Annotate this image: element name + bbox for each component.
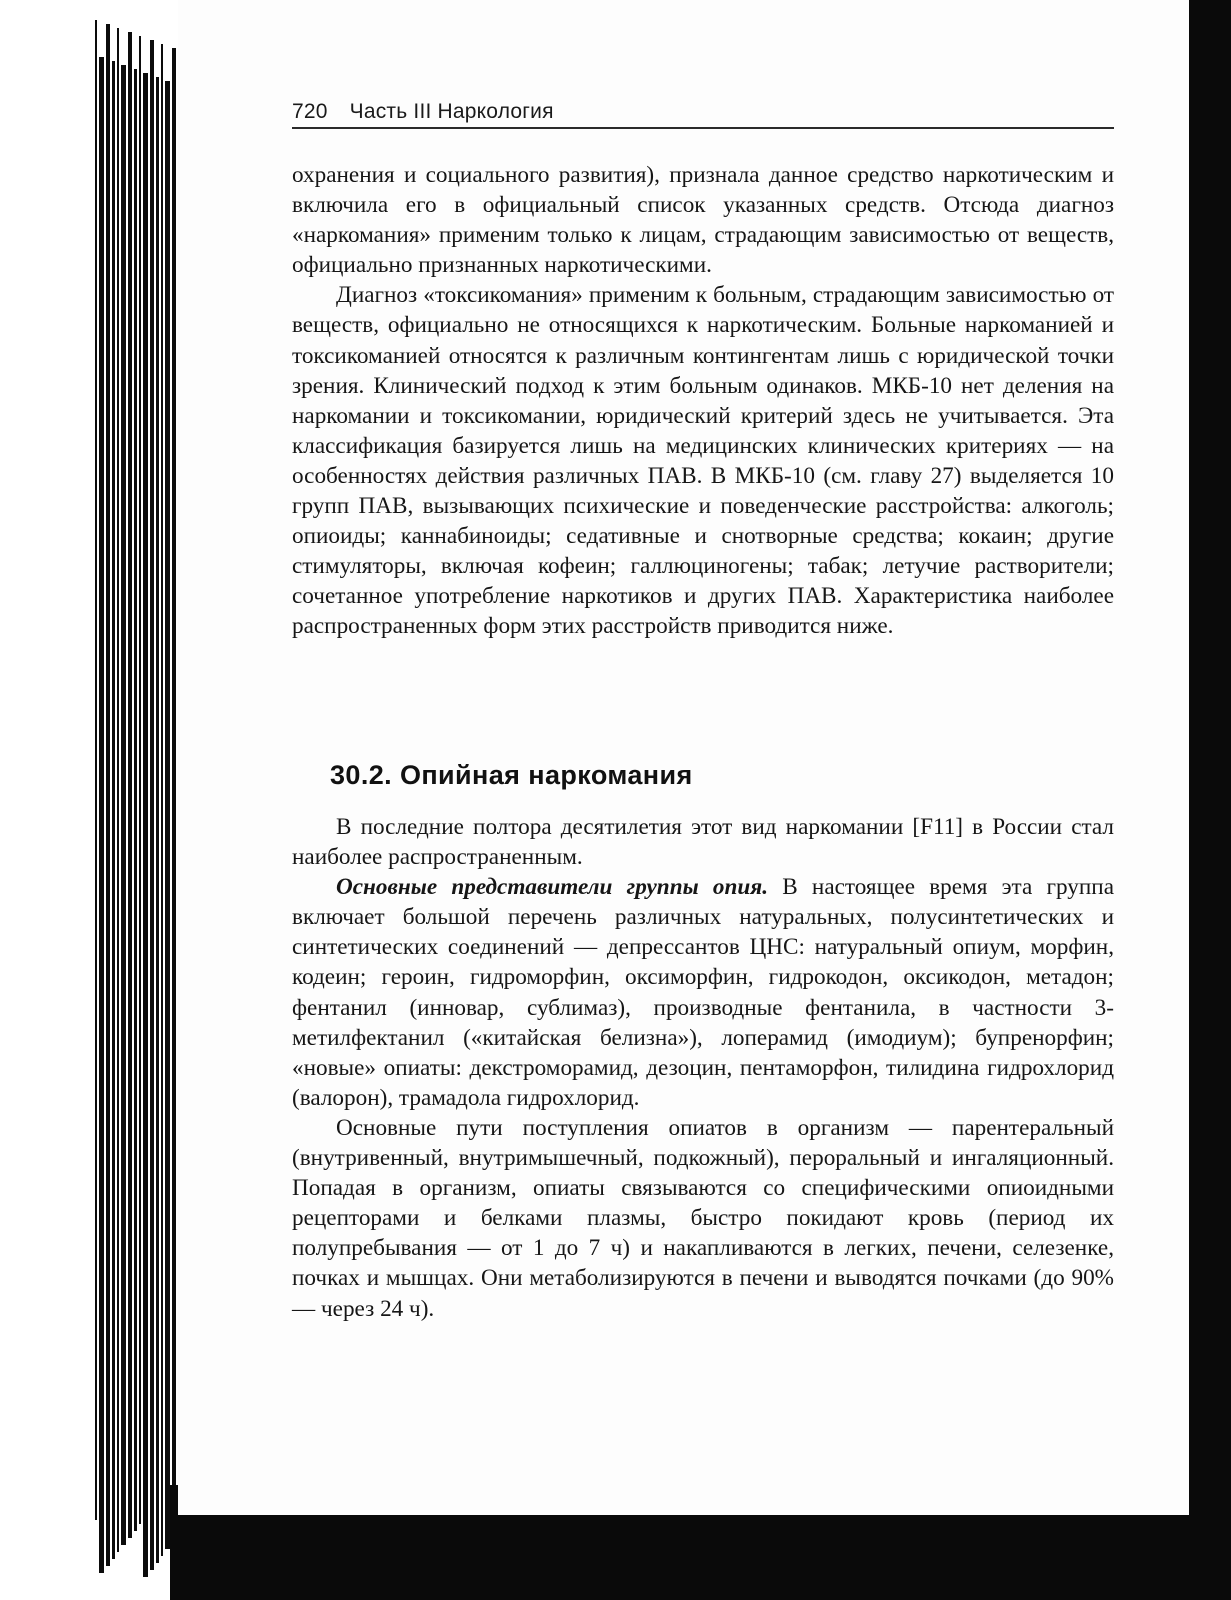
page-edge-stripe [117, 28, 119, 1552]
running-head [292, 100, 1152, 124]
page-edge-stripe [143, 73, 148, 1577]
paragraph-continued: охранения и социального развития), признала данное средство наркотическим и включила его в официальный список указанных средств. Отсюда диагноз «наркомания» применим только к лицам, страдающим зависимостью от веществ, официально признанных наркотическими. [292, 162, 1114, 279]
paragraph-lead-in: Основные представители группы опия. [336, 874, 769, 901]
page-number: 720 [292, 100, 328, 123]
book-page-edges [0, 0, 190, 1600]
page-edge-stripe [128, 32, 132, 1538]
page-edge-stripe [134, 69, 137, 1531]
header-rule [292, 127, 1114, 129]
page-edge-stripe [172, 48, 176, 1542]
paragraph-toxicomania: Диагноз «токсикомания» применим к больным, страдающим зависимостью от веществ, официально не относящихся к наркотическим. Больные наркоманией и токсикоманией относятся к различным контингентам лишь с юридической точки зрения. Клинический подход к этим больным одинаков. МКБ-10 нет деления на наркомании и токсикомании, юридический критерий здесь не учитывается. Эта классификация базируется лишь на медицинских клинических критериях — на особенностях действия различных ПАВ. В МКБ-10 (см. главу 27) выделяется 10 групп ПАВ, вызывающих психические и поведенческие расстройства: алкоголь; опиоиды; каннабиноиды; седативные и снотворные средства; кокаин; другие стимуляторы, включая кофеин; галлюциногены; табак; летучие растворители; сочетанное употребление наркотиков и других ПАВ. Характеристика наиболее распространенных форм этих расстройств приводится ниже. [292, 282, 1114, 640]
page-edge-stripe [106, 24, 110, 1566]
page-edge-stripe [99, 57, 104, 1573]
paragraph-routes: Основные пути поступления опиатов в организм — парентеральный (внутривенный, внутримышечный, подкожный), пероральный и ингаляционный. Попадая в организм, опиаты связываются со специфическими опиоидными рецепторами и белками плазмы, быстро покидают кровь (период их полупребывания — от 1 до 7 ч) и накапливаются в легких, печени, селезенке, почках и мышцах. Они метаболизируются в печени и выводятся почками (до 90% — через 24 ч). [292, 1114, 1114, 1322]
page-edge-stripe [139, 36, 141, 1524]
paragraph-intro: В последние полтора десятилетия этот вид наркомании [F11] в России стал наиболее распространенным. [292, 814, 1114, 871]
page-edge-stripe [95, 20, 97, 1520]
section-heading: 30.2. Опийная наркомания [330, 760, 693, 790]
scan-border-right [1189, 0, 1231, 1600]
text-block-before-section [292, 160, 1114, 642]
page-edge-stripe [156, 77, 159, 1563]
page-edge-stripe [121, 65, 126, 1545]
page-edge-stripe [112, 61, 115, 1559]
paragraph-representatives [292, 872, 1114, 1113]
page-edge-stripe [161, 44, 163, 1556]
paragraph-representatives-body: В настоящее время эта группа включает большой перечень различных натуральных, полусинтетических и синтетических соединений — депрессантов ЦНС: натуральный опиум, морфин, кодеин; героин, гидроморфин, оксиморфин, гидрокодон, оксикодон, метадон; фентанил (инновар, сублимаз), производные фентанила, в частности 3-метилфектанил («китайская белизна»), лоперамид (имодиум); бупренорфин; «новые» опиаты: декстроморамид, дезоцин, пентаморфон, тилидина гидрохлорид (валорон), трамадола гидрохлорид. [292, 874, 1114, 1111]
page-edge-stripe [150, 40, 154, 1570]
text-block-after-section [292, 812, 1114, 1324]
page-edge-stripes [0, 0, 190, 1600]
running-head-title: Часть III Наркология [349, 100, 554, 123]
page-edge-stripe [165, 81, 170, 1549]
